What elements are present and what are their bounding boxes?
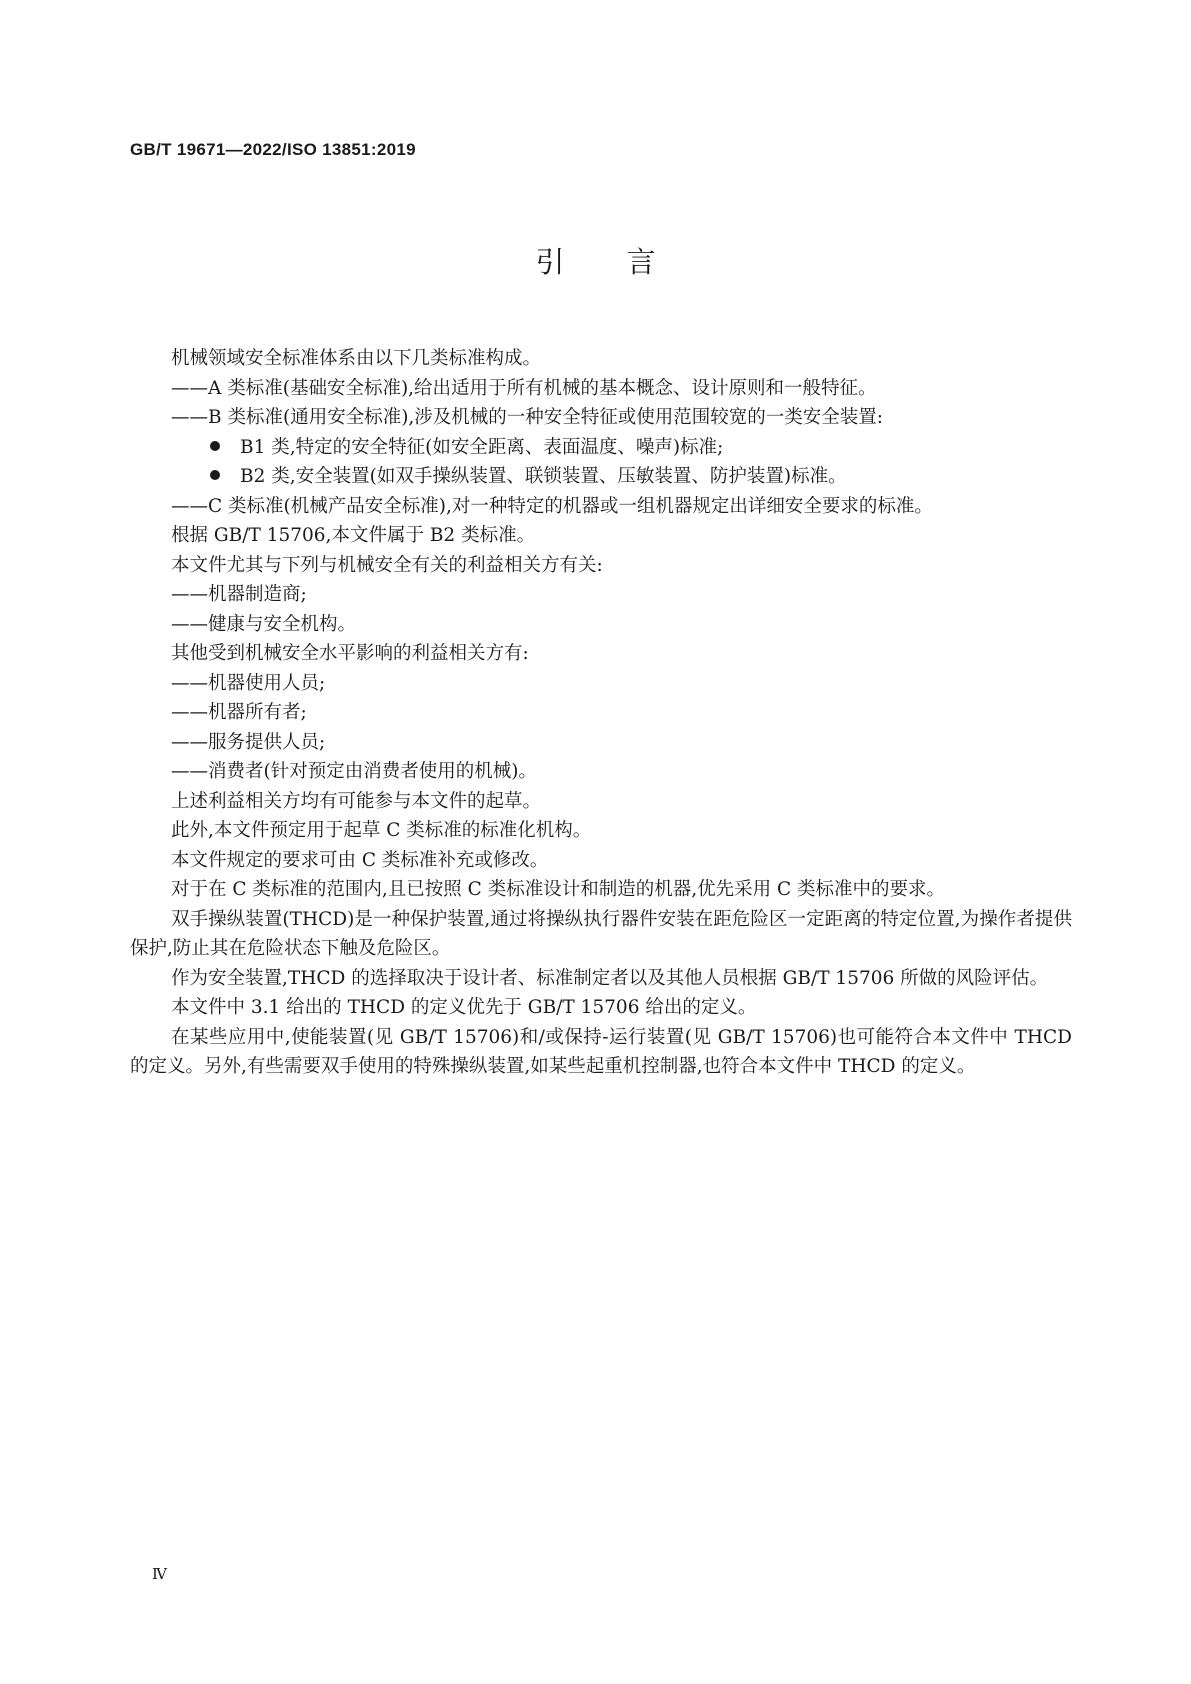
text-line: 其他受到机械安全水平影响的利益相关方有: bbox=[171, 643, 529, 664]
text-line: 根据 GB/T 15706,本文件属于 B2 类标准。 bbox=[171, 525, 536, 546]
page-number: Ⅳ bbox=[152, 1565, 167, 1583]
list-item: ——消费者(针对预定由消费者使用的机械)。 bbox=[171, 761, 537, 782]
document-body bbox=[130, 344, 1072, 1082]
bullet-text: B2 类,安全装置(如双手操纵装置、联锁装置、压敏装置、防护装置)标准。 bbox=[240, 466, 847, 487]
paragraph: 双手操纵装置(THCD)是一种保护装置,通过将操纵执行器件安装在距危险区一定距离的特定位置,为操作者提供保护,防止其在危险状态下触及危险区。 bbox=[130, 908, 1072, 959]
list-item: ——机器制造商; bbox=[171, 584, 307, 605]
list-item: ——机器使用人员; bbox=[171, 672, 326, 694]
text-line: 上述利益相关方均有可能参与本文件的起草。 bbox=[171, 790, 542, 812]
text-line: 对于在 C 类标准的范围内,且已按照 C 类标准设计和制造的机器,优先采用 C 类标准中的要求。 bbox=[171, 879, 946, 900]
text-line: 机械领域安全标准体系由以下几类标准构成。 bbox=[171, 348, 542, 369]
page-title: 引言 bbox=[535, 245, 718, 279]
bullet-icon bbox=[210, 470, 220, 480]
text-line: 此外,本文件预定用于起草 C 类标准的标准化机构。 bbox=[171, 820, 592, 841]
standard-number-header: GB/T 19671—2022/ISO 13851:2019 bbox=[130, 140, 416, 159]
text-line: 本文件尤其与下列与机械安全有关的利益相关方有关: bbox=[171, 554, 603, 576]
bullet-text: B1 类,特定的安全特征(如安全距离、表面温度、噪声)标准; bbox=[240, 436, 724, 458]
paragraph: 作为安全装置,THCD 的选择取决于设计者、标准制定者以及其他人员根据 GB/T 15706 所做的风险评估。 bbox=[171, 967, 1049, 989]
bullet-item bbox=[130, 433, 1072, 463]
list-item: ——C 类标准(机械产品安全标准),对一种特定的机器或一组机器规定出详细安全要求的标准。 bbox=[171, 495, 933, 517]
bullet-icon bbox=[210, 441, 220, 451]
list-item: ——健康与安全机构。 bbox=[171, 613, 357, 635]
list-item: ——B 类标准(通用安全标准),涉及机械的一种安全特征或使用范围较宽的一类安全装置: bbox=[171, 407, 884, 428]
list-item: ——服务提供人员; bbox=[171, 731, 326, 753]
paragraph: 本文件中 3.1 给出的 THCD 的定义优先于 GB/T 15706 给出的定义。 bbox=[171, 997, 757, 1018]
paragraph: 在某些应用中,使能装置(见 GB/T 15706)和/或保持-运行装置(见 GB/T 15706)也可能符合本文件中 THCD 的定义。另外,有些需要双手使用的特殊操纵装置,如某些起重机控制器,也符合本文件中 THCD 的定义。 bbox=[130, 1026, 1072, 1077]
bullet-item bbox=[130, 462, 1072, 492]
list-item: ——A 类标准(基础安全标准),给出适用于所有机械的基本概念、设计原则和一般特征。 bbox=[171, 377, 877, 399]
list-item: ——机器所有者; bbox=[171, 702, 307, 723]
text-line: 本文件规定的要求可由 C 类标准补充或修改。 bbox=[171, 849, 549, 871]
